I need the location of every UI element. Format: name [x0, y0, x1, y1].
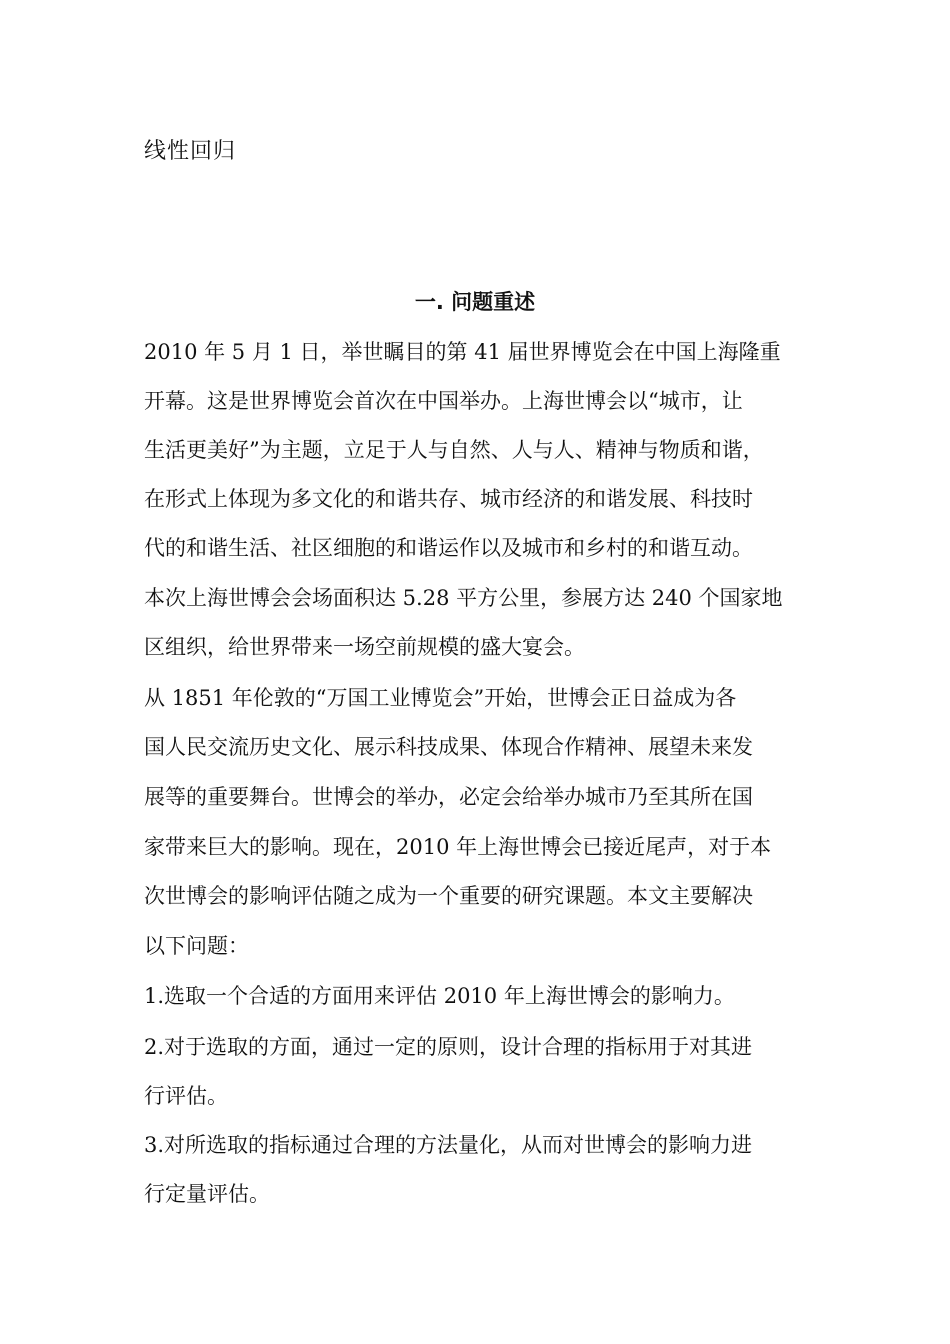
body-line: 国人民交流历史文化、展示科技成果、体现合作精神、展望未来发	[144, 735, 753, 759]
body-line: 开幕。这是世界博览会首次在中国举办。上海世博会以“城市，让	[144, 389, 743, 413]
body-line: 展等的重要舞台。世博会的举办，必定会给举办城市乃至其所在国	[144, 785, 753, 809]
body-line: 本次上海世博会会场面积达 5.28 平方公里，参展方达 240 个国家地	[144, 586, 783, 610]
list-item-continuation: 行定量评估。	[144, 1182, 270, 1206]
body-line: 生活更美好”为主题，立足于人与自然、人与人、精神与物质和谐，	[144, 438, 764, 462]
body-line: 家带来巨大的影响。现在，2010 年上海世博会已接近尾声，对于本	[144, 835, 772, 859]
body-line: 代的和谐生活、社区细胞的和谐运作以及城市和乡村的和谐互动。	[144, 536, 753, 560]
list-item: 3.对所选取的指标通过合理的方法量化，从而对世博会的影响力进	[144, 1133, 753, 1157]
list-item: 1.选取一个合适的方面用来评估 2010 年上海世博会的影响力。	[144, 984, 735, 1008]
body-line: 次世博会的影响评估随之成为一个重要的研究课题。本文主要解决	[144, 884, 753, 908]
document-topic-label: 线性回归	[144, 139, 237, 164]
body-line: 2010 年 5 月 1 日，举世瞩目的第 41 届世界博览会在中国上海隆重	[144, 340, 781, 364]
body-line: 区组织，给世界带来一场空前规模的盛大宴会。	[144, 635, 585, 659]
body-line: 在形式上体现为多文化的和谐共存、城市经济的和谐发展、科技时	[144, 487, 753, 511]
list-item: 2.对于选取的方面，通过一定的原则，设计合理的指标用于对其进	[144, 1035, 753, 1059]
section-title: 一. 问题重述	[414, 290, 536, 314]
list-item-continuation: 行评估。	[144, 1084, 228, 1108]
body-line: 以下问题：	[144, 934, 249, 958]
body-line: 从 1851 年伦敦的“万国工业博览会”开始，世博会正日益成为各	[144, 686, 737, 710]
